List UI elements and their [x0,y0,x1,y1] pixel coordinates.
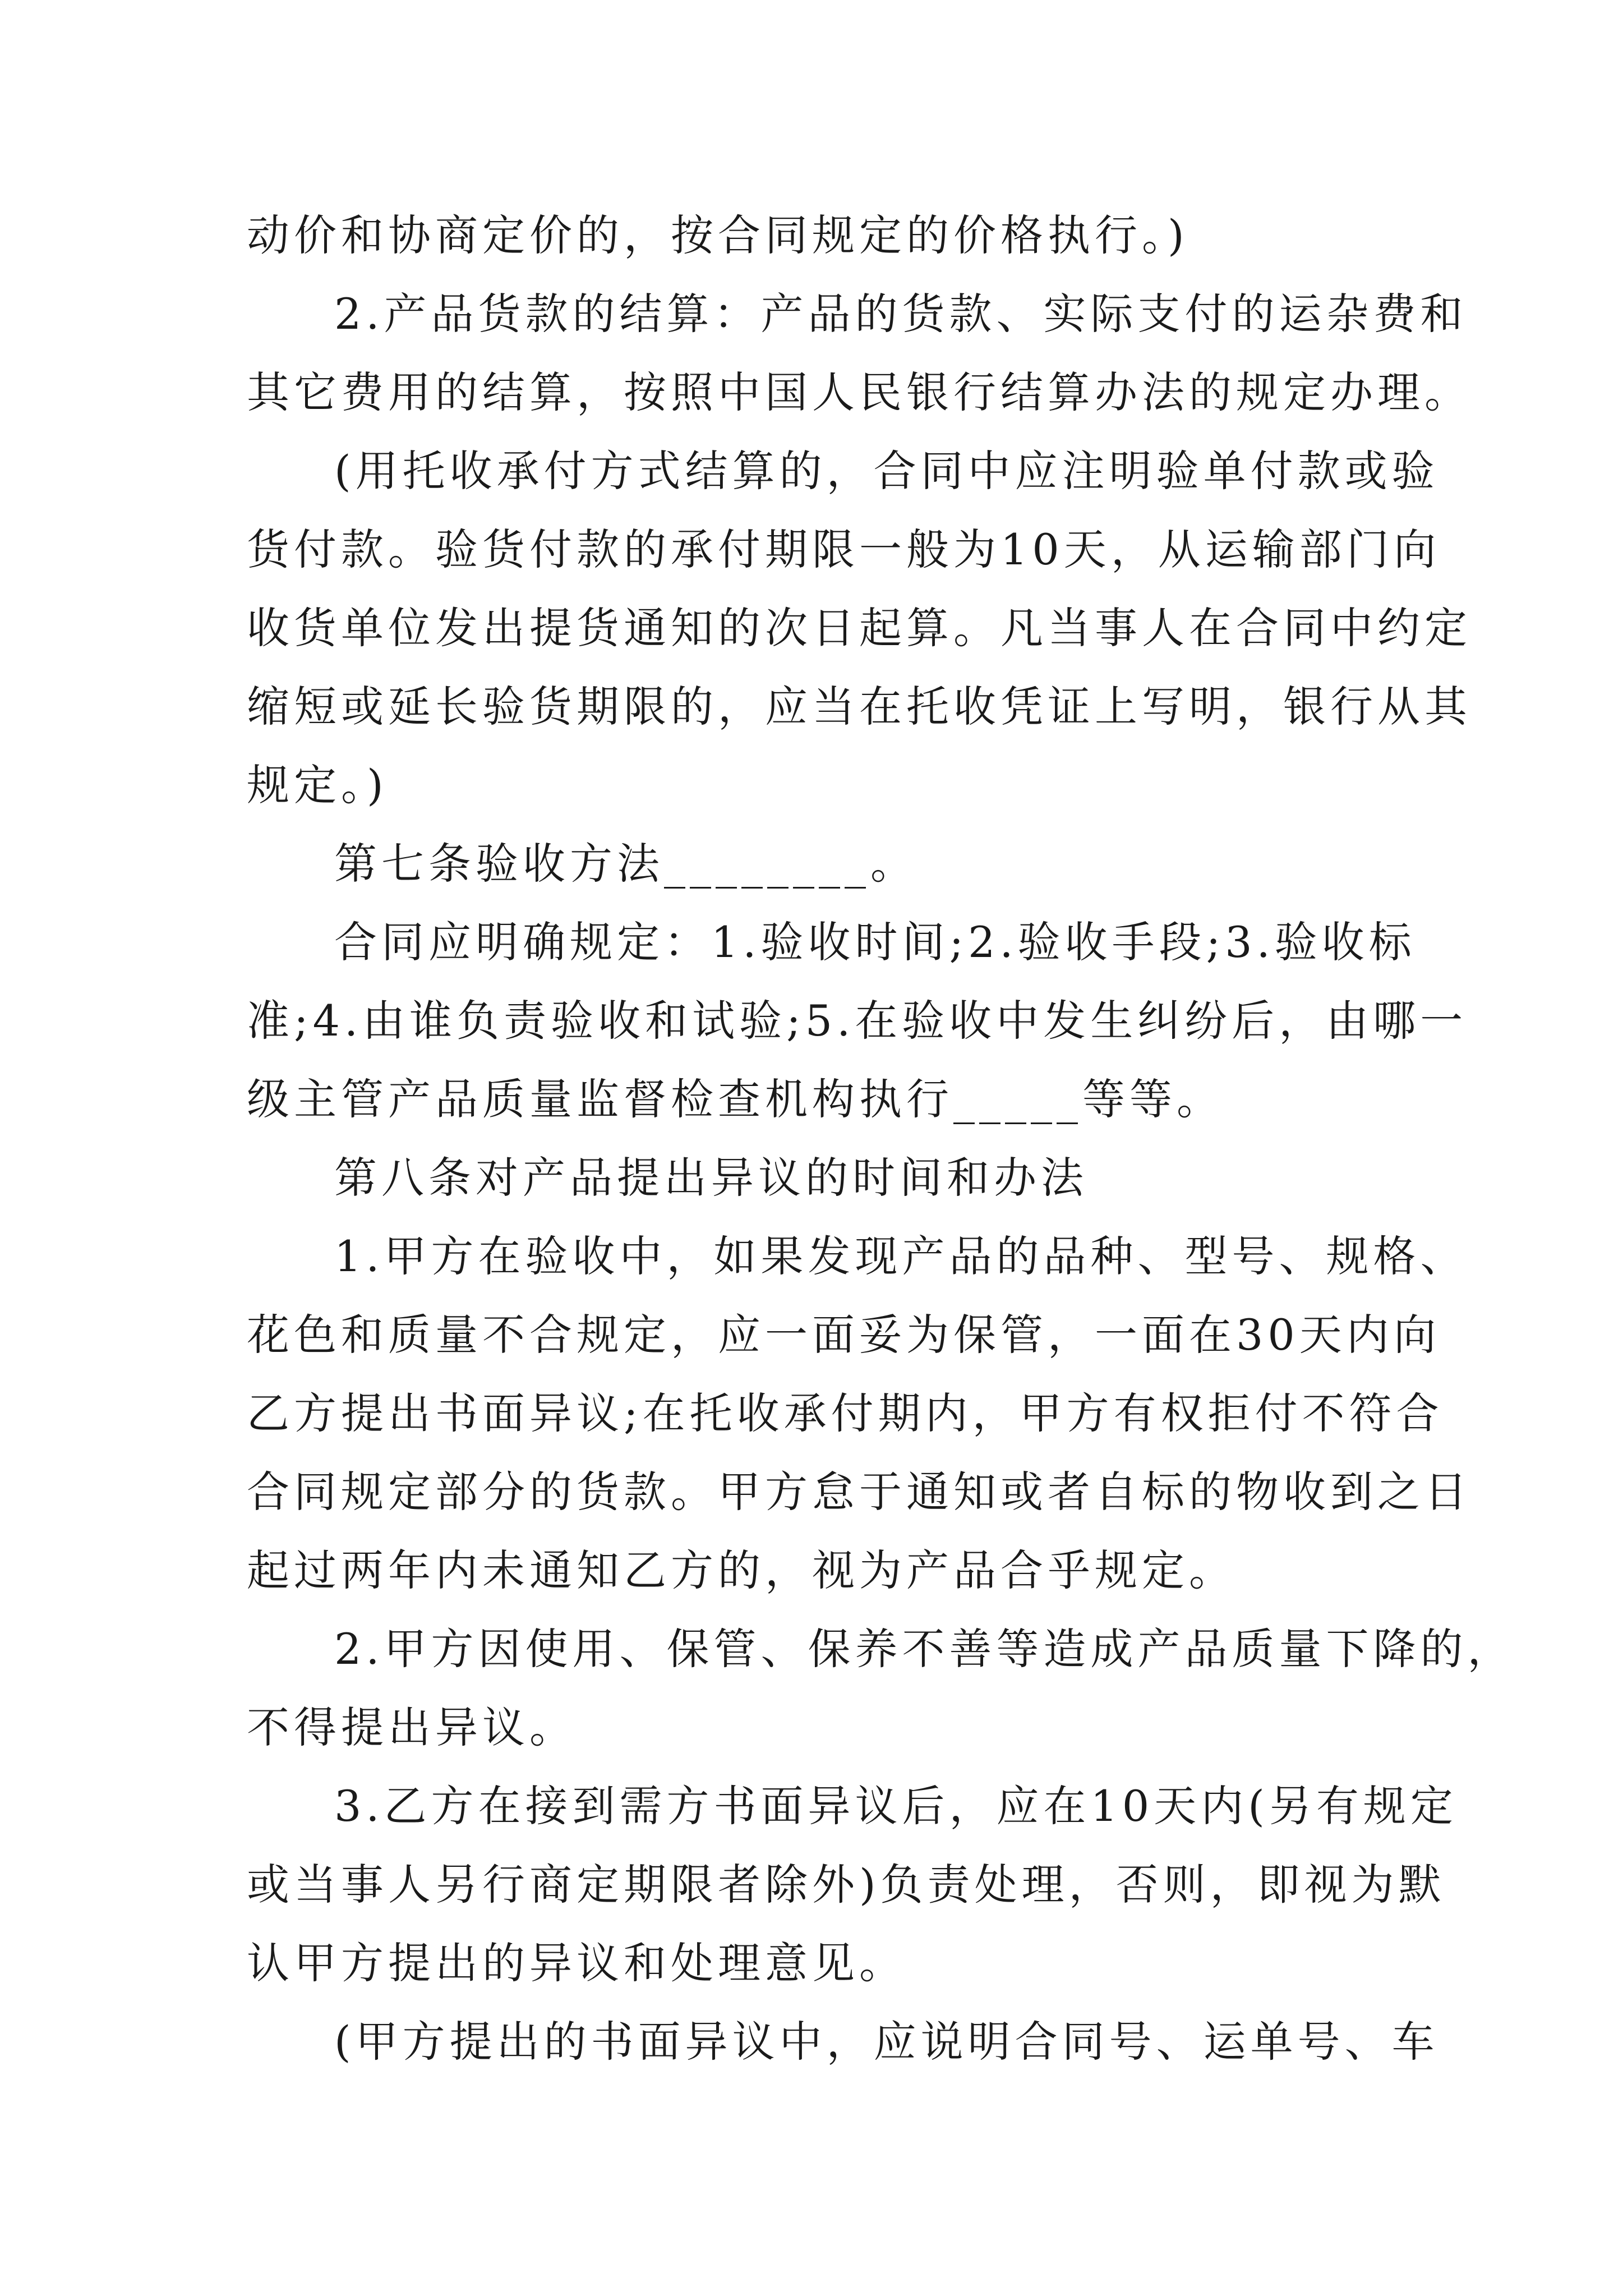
text-line: 不得提出异议。 [247,1703,577,1752]
text-line: 合同规定部分的货款。甲方怠于通知或者自标的物收到之日 [247,1467,1472,1517]
text-line: (甲方提出的书面异议中，应说明合同号、运单号、车 [334,2017,1439,2067]
text-line: 级主管产品质量监督检查机构执行_____等等。 [247,1074,1224,1124]
text-line: 动价和协商定价的，按合同规定的价格执行。) [247,210,1189,260]
text-line: 或当事人另行商定期限者除外)负责处理，否则，即视为默 [247,1860,1446,1910]
text-line: 2.甲方因使用、保管、保养不善等造成产品质量下降的， [334,1624,1515,1674]
text-line: 准;4.由谁负责验收和试验;5.在验收中发生纠纷后，由哪一 [247,996,1468,1046]
text-line: 花色和质量不合规定，应一面妥为保管，一面在30天内向 [247,1310,1441,1360]
text-line: 缩短或延长验货期限的，应当在托收凭证上写明，银行从其 [247,682,1472,731]
text-line: 3.乙方在接到需方书面异议后，应在10天内(另有规定 [334,1781,1458,1831]
text-line: 1.甲方在验收中，如果发现产品的品种、型号、规格、 [334,1231,1468,1281]
text-line: 2.产品货款的结算：产品的货款、实际支付的运杂费和 [334,289,1468,339]
text-line: 合同应明确规定：1.验收时间;2.验收手段;3.验收标 [334,917,1416,967]
text-line: 起过两年内未通知乙方的，视为产品合乎规定。 [247,1545,1236,1595]
text-line: 其它费用的结算，按照中国人民银行结算办法的规定办理。 [247,367,1472,417]
text-line: 货付款。验货付款的承付期限一般为10天，从运输部门向 [247,524,1441,574]
article-heading: 第八条对产品提出异议的时间和办法 [334,1153,1088,1203]
text-line: 规定。) [247,760,388,810]
text-line: (用托收承付方式结算的，合同中应注明验单付款或验 [334,446,1439,496]
text-line: 收货单位发出提货通知的次日起算。凡当事人在合同中约定 [247,603,1472,653]
text-line: 认甲方提出的异议和处理意见。 [247,1938,906,1988]
text-line: 乙方提出书面异议;在托收承付期内，甲方有权拒付不符合 [247,1388,1444,1438]
article-heading: 第七条验收方法________。 [334,839,917,889]
